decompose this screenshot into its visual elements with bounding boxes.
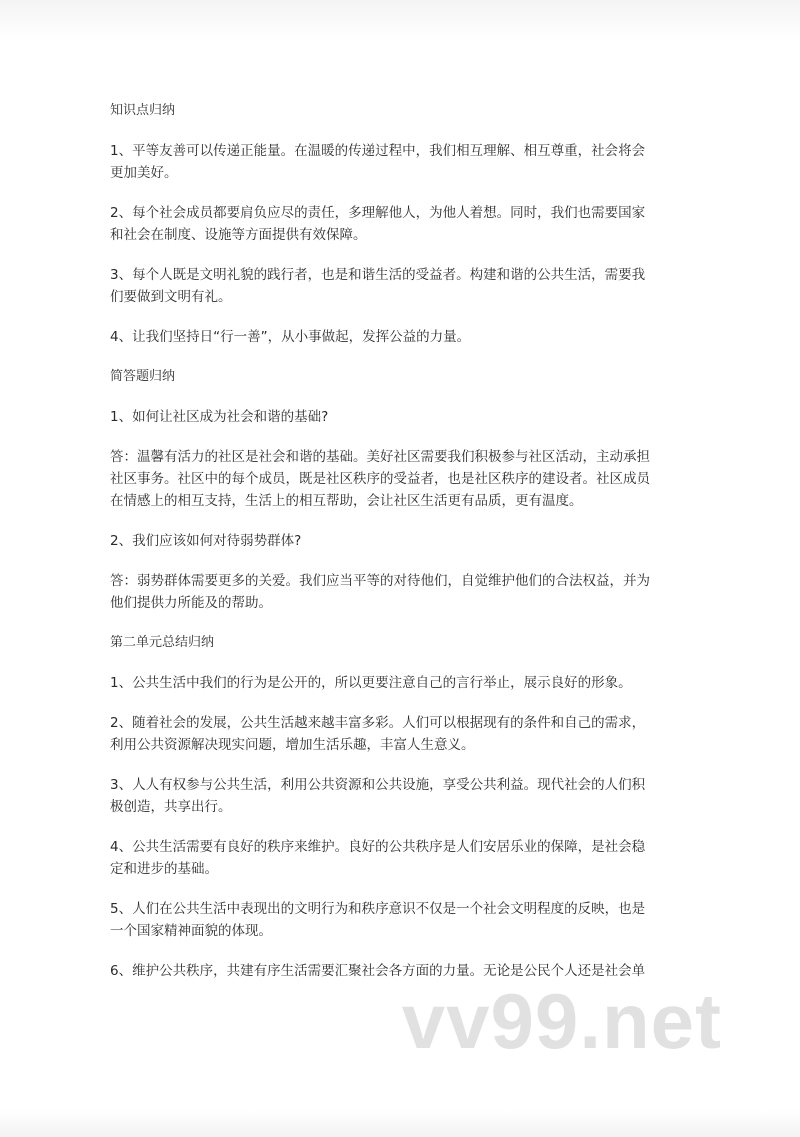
unit-point-3: 3、人人有权参与公共生活，利用公共资源和公共设施，享受公共利益。现代社会的人们积 极创造，共享出行。 (110, 777, 646, 815)
knowledge-point-1: 1、平等友善可以传递正能量。在温暖的传递过程中，我们相互理解、相互尊重，社会将会 更加美好。 (110, 143, 646, 181)
unit-point-5: 5、人们在公共生活中表现出的文明行为和秩序意识不仅是一个社会文明程度的反映，也是 一个国家精神面貌的体现。 (110, 901, 646, 939)
section-heading-unit-two: 第二单元总结归纳 (110, 635, 215, 650)
knowledge-point-2: 2、每个社会成员都要肩负应尽的责任，多理解他人，为他人着想。同时，我们也需要国家 和社会在制度、设施等方面提供有效保障。 (110, 205, 646, 243)
watermark: vv99.net (401, 977, 722, 1065)
question-2: 2、我们应该如何对待弱势群体? (110, 533, 302, 549)
answer-2: 答：弱势群体需要更多的关爱。我们应当平等的对待他们，自觉维护他们的合法权益，并为 他们提供力所能及的帮助。 (110, 573, 650, 611)
document-content (110, 100, 690, 1000)
section-heading-short-answer: 简答题归纳 (110, 369, 176, 384)
knowledge-point-3: 3、每个人既是文明礼貌的践行者，也是和谐生活的受益者。构建和谐的公共生活，需要我 们要做到文明有礼。 (110, 267, 646, 305)
answer-1: 答：温馨有活力的社区是社会和谐的基础。美好社区需要我们积极参与社区活动，主动承担 社区事务。社区中的每个成员，既是社区秩序的受益者，也是社区秩序的建设者。社区成员 在情感上的相互支持，生活上的相互帮助，会让社区生活更有品质，更有温度。 (110, 449, 650, 509)
unit-point-1: 1、公共生活中我们的行为是公开的，所以更要注意自己的言行举止，展示良好的形象。 (110, 675, 632, 691)
question-1: 1、如何让社区成为社会和谐的基础? (110, 409, 329, 425)
unit-point-6: 6、维护公共秩序，共建有序生活需要汇聚社会各方面的力量。无论是公民个人还是社会单 (110, 963, 646, 979)
section-heading-knowledge: 知识点归纳 (110, 103, 176, 118)
unit-point-4: 4、公共生活需要有良好的秩序来维护。良好的公共秩序是人们安居乐业的保障，是社会稳 定和进步的基础。 (110, 839, 646, 877)
knowledge-point-4: 4、让我们坚持日“行一善”，从小事做起，发挥公益的力量。 (110, 329, 471, 345)
unit-point-2: 2、随着社会的发展，公共生活越来越丰富多彩。人们可以根据现有的条件和自己的需求， 利用公共资源解决现实问题，增加生活乐趣，丰富人生意义。 (110, 715, 646, 753)
